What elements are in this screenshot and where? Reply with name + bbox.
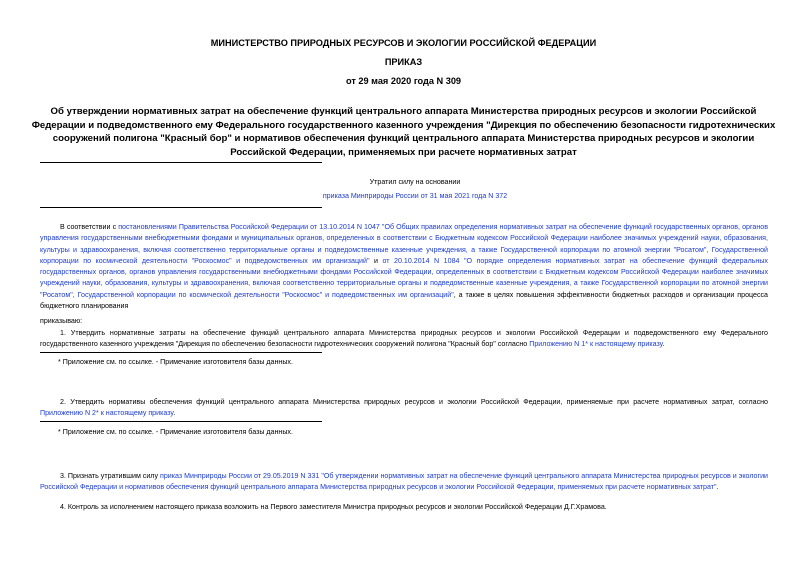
- item-3-tail: .: [716, 483, 719, 492]
- repeal-order-link[interactable]: приказа Минприроды России от 31 мая 2021 года N 372: [322, 191, 508, 200]
- item-1-text: 1. Утвердить нормативные затраты на обеспечение функций центрального аппарата Министерства природных ресурсов и экологии Российской Федерации и подведомственного ему Федерального государственного казенного учреждения "Дирекция по обеспечению безопасности гидротехнических сооружений полигона "Красный бор" согласно: [40, 329, 768, 349]
- footnote-1: * Приложение см. по ссылке. - Примечание изготовителя базы данных.: [58, 358, 293, 366]
- document-type: ПРИКАЗ: [384, 57, 423, 67]
- appendix-1-link[interactable]: Приложению N 1* к настоящему приказу: [529, 340, 663, 349]
- item-4-paragraph: 4. Контроль за исполнением настоящего приказа возложить на Первого заместителя Министра природных ресурсов и экологии Российской Федерации Д.Г.Храмова.: [60, 503, 607, 511]
- divider: [40, 207, 322, 208]
- preamble-text: , а также в целях повышения эффективности бюджетных расходов и организации процесса бюджетного планирования: [40, 290, 769, 311]
- order-word: приказываю:: [40, 317, 83, 325]
- document-title: Об утверждении нормативных затрат на обеспечение функций центрального аппарата Министерства природных ресурсов и экологии Российской Федерации и подведомственного ему Федерального государственного казенного учреждения "Дирекция по обеспечению безопасности гидротехнических сооружений полигона "Красный бор" и нормативов обеспечения функций центрального аппарата Министерства природных ресурсов и экологии Российской Федерации, применяемых при расчете нормативных затрат: [31, 106, 776, 158]
- item-2-text: 2. Утвердить нормативы обеспечения функций центрального аппарата Министерства природных ресурсов и экологии Российской Федерации, применяемые при расчете нормативных затрат, согласно: [60, 398, 768, 406]
- item-2-tail: .: [173, 409, 176, 418]
- footnote-divider: [40, 421, 322, 422]
- footnote-2: * Приложение см. по ссылке. - Примечание изготовителя базы данных.: [58, 428, 293, 436]
- appendix-2-link[interactable]: Приложению N 2* к настоящему приказу: [40, 409, 174, 418]
- footnote-divider: [40, 352, 322, 353]
- item-1-paragraph: [40, 328, 768, 351]
- status-note: [295, 176, 535, 203]
- document-date-number: от 29 мая 2020 года N 309: [345, 76, 462, 86]
- status-line: Утратил силу на основании: [369, 178, 461, 186]
- preamble-text: и: [369, 256, 383, 265]
- repealed-order-331-link[interactable]: приказ Минприроды России от 29.05.2019 N 331 "Об утверждении нормативных затрат на обеспечение функций центрального аппарата Министерства природных ресурсов и экологии Российской Федерации и нормативов обеспечения функций центрального аппарата Министерства природных ресурсов и экологии Российской Федерации, применяемых при расчете нормативных затрат": [40, 472, 768, 492]
- item-2-paragraph: [40, 397, 768, 420]
- divider: [40, 162, 322, 163]
- item-3-paragraph: [40, 471, 768, 494]
- government-decree-1084-link[interactable]: от 20.10.2014 N 1084 "О порядке определения нормативных затрат на обеспечение функций федеральных государственных органов, органов управления государственными внебюджетными фондами Российской Федерации, определенных в соответствии с Бюджетным кодексом Российской Федерации наиболее значимых учреждений науки, образования, культуры и здравоохранения, включая соответственно территориальные органы и подведомственные казенные учреждения, а также Государственной корпорации по атомной энергии "Росатом", Государственной корпорации по космической деятельности "Роскосмос" и подведомственных им организаций": [40, 256, 768, 299]
- ministry-name: МИНИСТЕРСТВО ПРИРОДНЫХ РЕСУРСОВ И ЭКОЛОГИИ РОССИЙСКОЙ ФЕДЕРАЦИИ: [210, 38, 597, 48]
- government-decree-1047-link[interactable]: постановлениями Правительства Российской Федерации от 13.10.2014 N 1047 "Об Общих правилах определения нормативных затрат на обеспечение функций государственных органов, органов управления государственными внебюджетными фондами и муниципальных органов, определенных в соответствии с Бюджетным кодексом Российской Федерации наиболее значимых учреждений науки, образования, культуры и здравоохранения, включая соответственно территориальные органы и подведомственные казенные учреждения, а также Государственной корпорации по атомной энергии "Росатом", Государственной корпорации по космической деятельности "Роскосмос" и подведомственных им организаций": [40, 223, 768, 265]
- preamble-text: В соответствии с: [60, 223, 119, 231]
- item-3-text: 3. Признать утратившим силу: [60, 472, 160, 480]
- preamble-paragraph: [40, 222, 768, 312]
- item-1-tail: .: [662, 340, 665, 349]
